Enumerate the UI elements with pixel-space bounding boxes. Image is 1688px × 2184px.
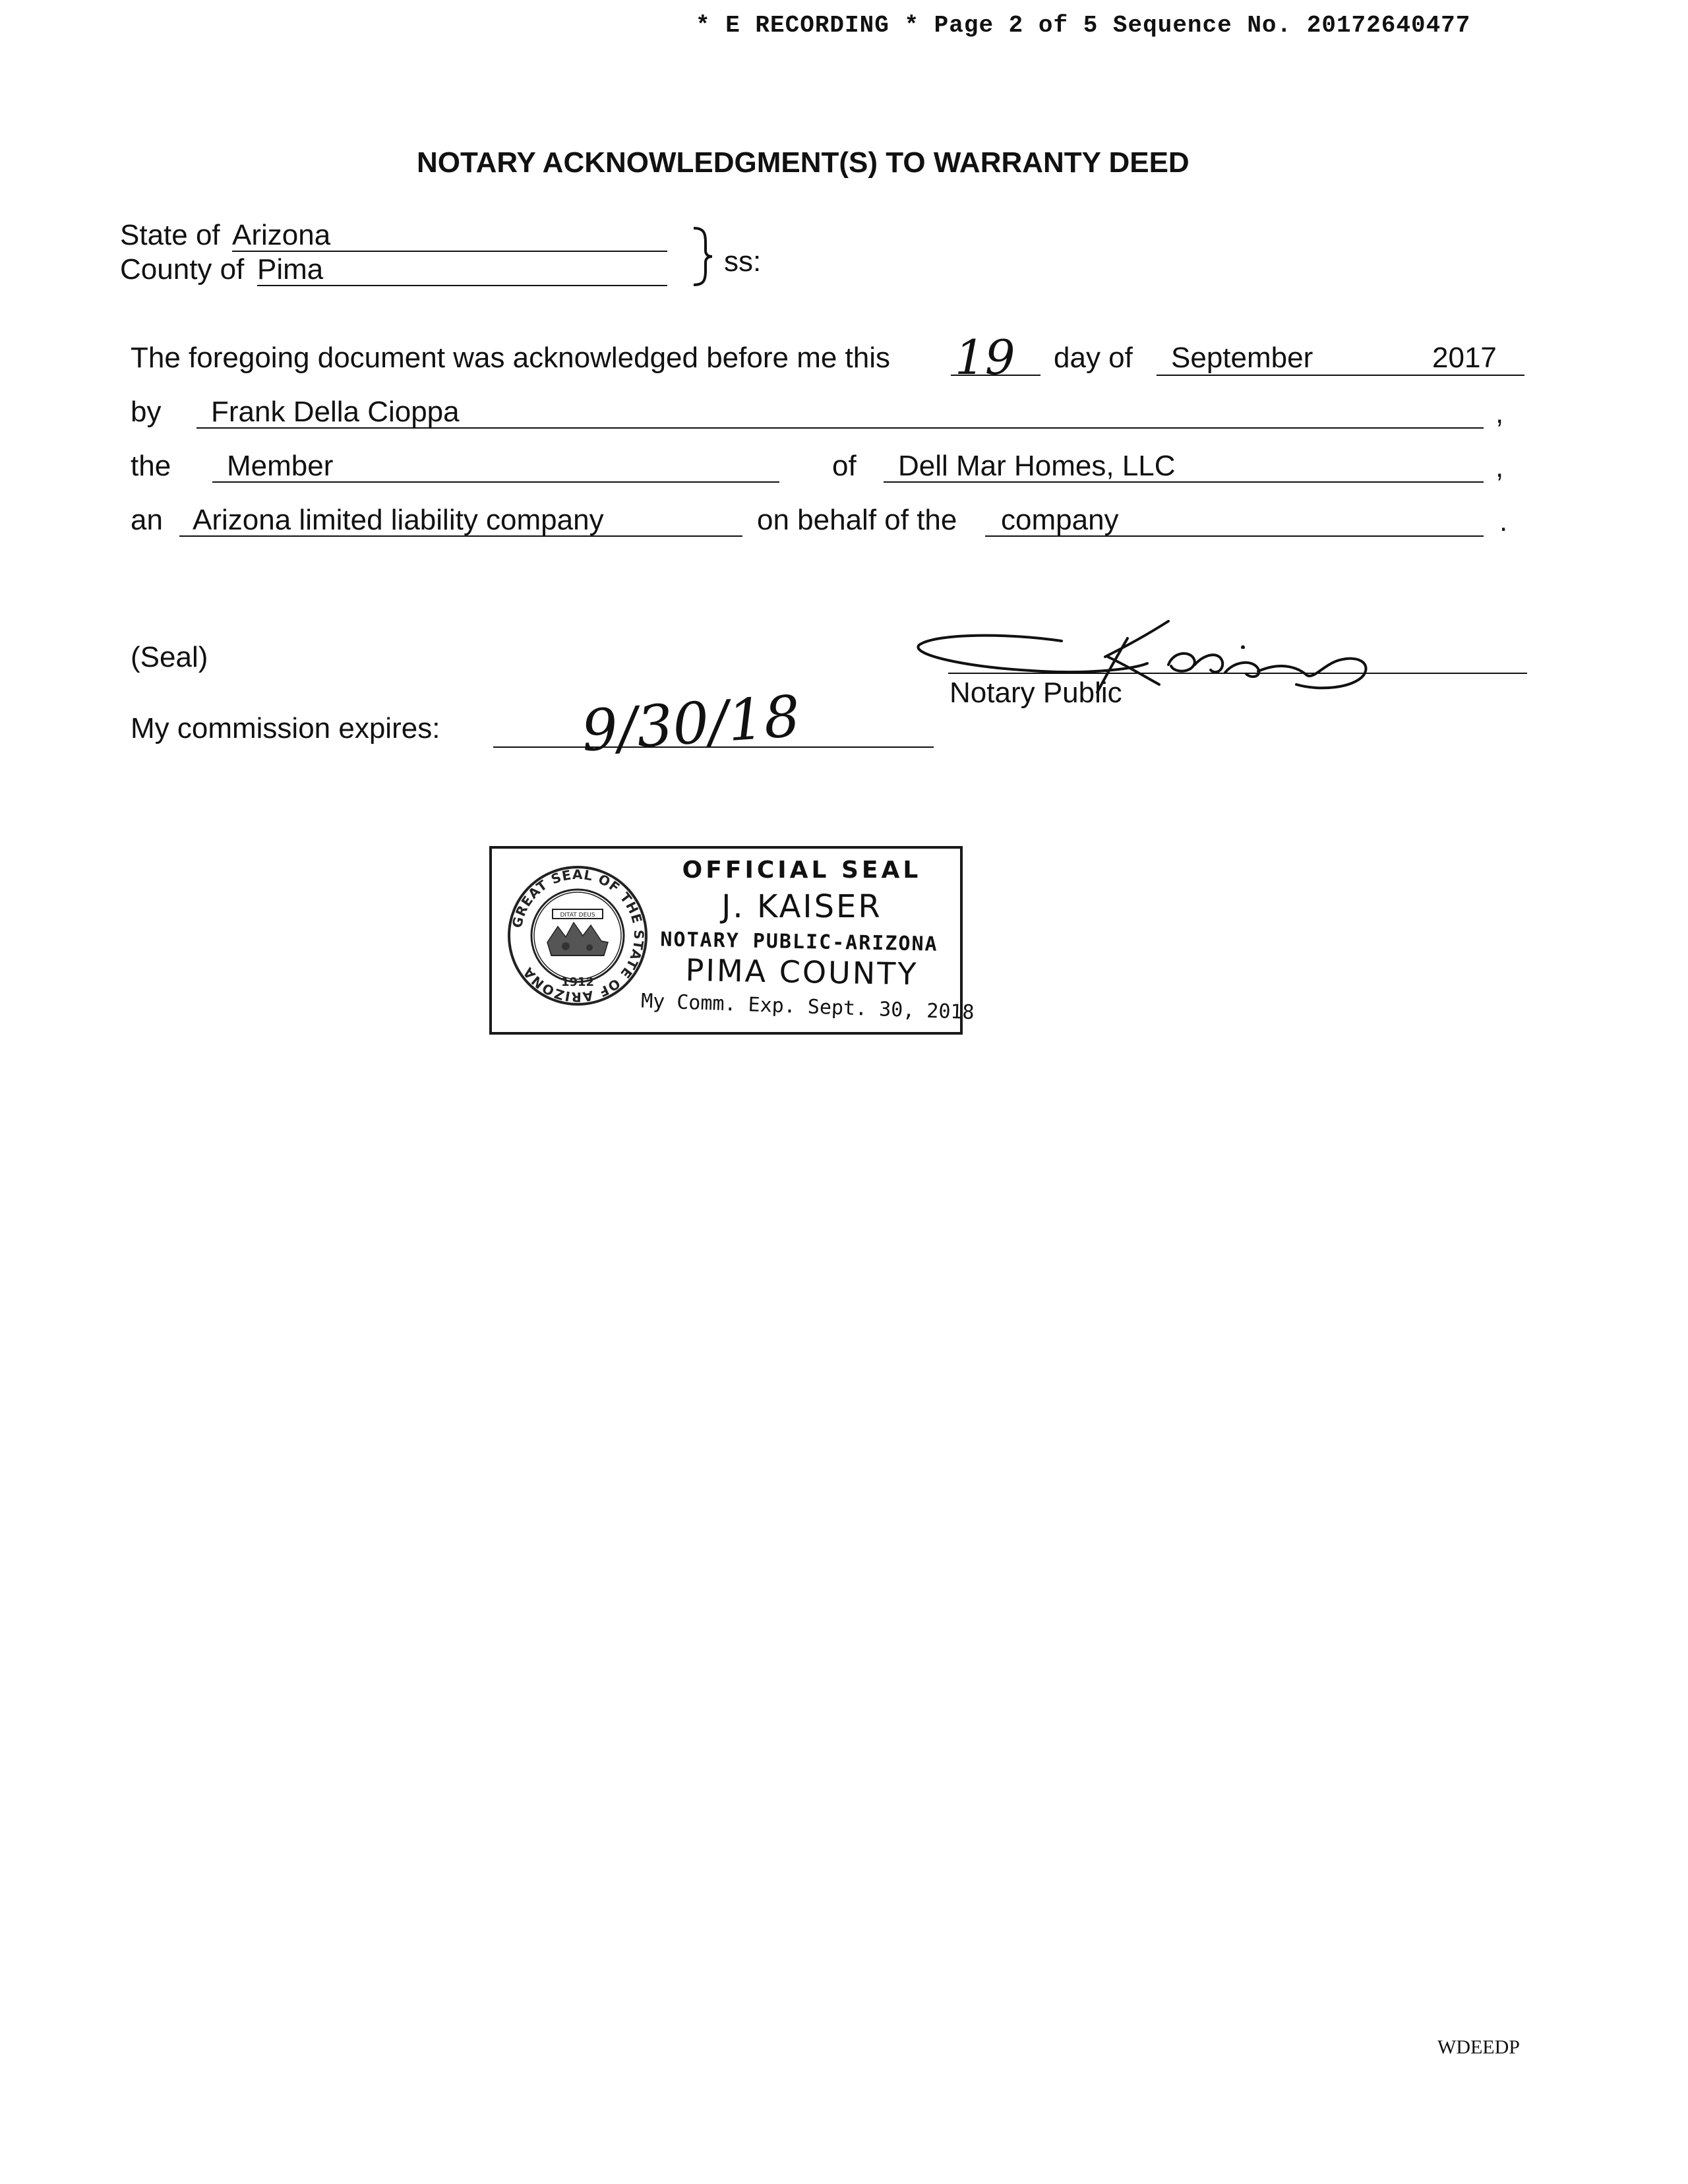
seal-label: (Seal): [131, 641, 208, 673]
ack-an-label: an: [131, 504, 163, 536]
stamp-expiry: My Comm. Exp. Sept. 30, 2018: [640, 989, 975, 1025]
stamp-name: J. KAISER: [721, 888, 882, 925]
notary-signature: [910, 607, 1385, 706]
ack-entity-type-line: [179, 535, 742, 537]
ack-behalf-line: [985, 535, 1484, 537]
ack-behalf-value: company: [1001, 504, 1119, 536]
stamp-county: PIMA COUNTY: [685, 952, 919, 992]
commission-label: My commission expires:: [131, 712, 440, 744]
ack-date-line: [1157, 375, 1524, 376]
recording-header: * E RECORDING * Page 2 of 5 Sequence No. 20172640477: [696, 12, 1471, 39]
state-value: Arizona: [232, 219, 331, 251]
ack-day-line: [951, 375, 1040, 376]
state-label: State of: [120, 219, 220, 251]
ack-day: 19: [955, 330, 1015, 385]
ack-month: September: [1171, 342, 1313, 374]
ack-role-line: [212, 481, 779, 483]
ack-comma-2: ,: [1495, 451, 1504, 483]
county-value: Pima: [257, 253, 324, 286]
great-seal-emblem: [505, 863, 650, 1008]
ack-entity: Dell Mar Homes, LLC: [898, 450, 1176, 482]
state-line: [232, 251, 667, 252]
ack-comma-1: ,: [1495, 397, 1504, 429]
ack-lead-text: The foregoing document was acknowledged before me this: [131, 342, 891, 374]
ack-period: .: [1499, 505, 1508, 537]
seal-motto: DITAT DEUS: [560, 912, 595, 919]
ack-entity-line: [884, 481, 1484, 483]
ss-label: ss:: [724, 245, 762, 278]
venue-brace: [690, 226, 716, 288]
ack-by-line: [196, 427, 1484, 429]
page-title: NOTARY ACKNOWLEDGMENT(S) TO WARRANTY DEED: [417, 146, 1190, 179]
ack-the-label: the: [131, 450, 171, 482]
ack-behalf-label: on behalf of the: [757, 504, 957, 536]
ack-by-label: by: [131, 396, 162, 428]
stamp-notary-line: NOTARY PUBLIC-ARIZONA: [660, 928, 938, 956]
commission-value: 9/30/18: [579, 683, 802, 765]
official-seal-stamp: [489, 846, 975, 1035]
ack-year: 2017: [1432, 342, 1497, 374]
notary-public-label: Notary Public: [950, 677, 1122, 709]
county-line: [257, 285, 667, 286]
form-code: WDEEDP: [1437, 2036, 1520, 2058]
ack-day-of: day of: [1054, 342, 1133, 374]
seal-ring-text: GREAT SEAL OF THE STATE OF ARIZONA: [508, 866, 648, 1006]
ack-by-name: Frank Della Cioppa: [211, 396, 460, 428]
stamp-title: OFFICIAL SEAL: [682, 857, 922, 884]
seal-year: 1912: [560, 975, 595, 989]
county-label: County of: [120, 253, 245, 286]
ack-of-label: of: [832, 450, 857, 482]
ack-role: Member: [227, 450, 334, 482]
ack-entity-type: Arizona limited liability company: [193, 504, 604, 536]
